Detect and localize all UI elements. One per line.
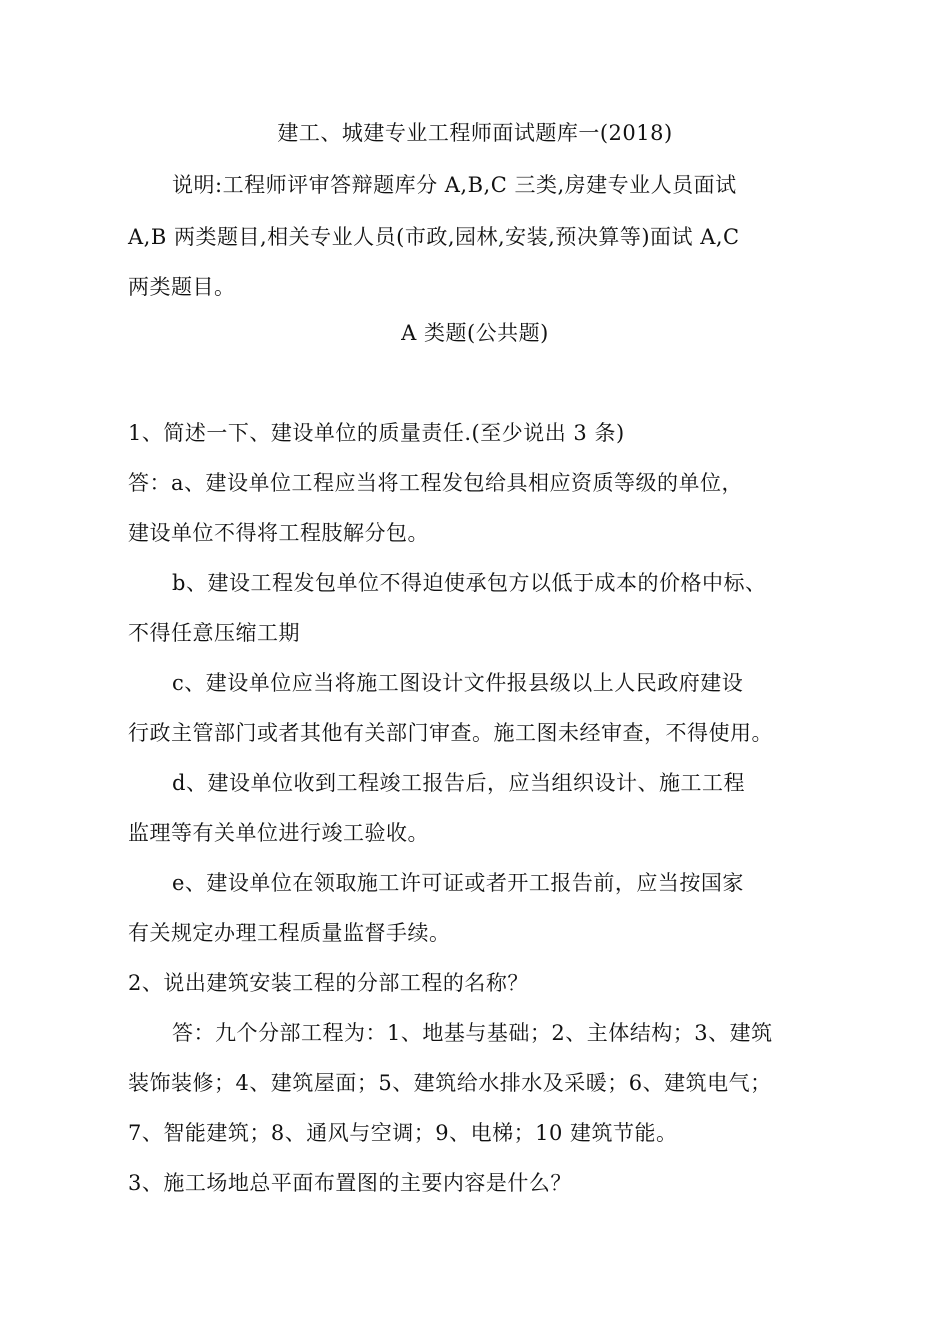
question-3: 3、施工场地总平面布置图的主要内容是什么？ — [128, 1171, 572, 1195]
answer-1c-line-2: 行政主管部门或者其他有关部门审查。施工图未经审查，不得使用。 — [128, 721, 773, 745]
answer-1c-line-1: c、建设单位应当将施工图设计文件报县级以上人民政府建设 — [172, 671, 744, 695]
section-title: A 类题(公共题) — [401, 321, 549, 345]
answer-1d-line-2: 监理等有关单位进行竣工验收。 — [128, 821, 429, 845]
answer-1a-line-1: 答：a、建设单位工程应当将工程发包给具相应资质等级的单位， — [128, 471, 744, 495]
answer-2-line-2: 装饰装修；4、建筑屋面；5、建筑给水排水及采暖；6、建筑电气； — [128, 1071, 772, 1095]
answer-2-line-3: 7、智能建筑；8、通风与空调；9、电梯；10 建筑节能。 — [128, 1121, 678, 1145]
question-2: 2、说出建筑安装工程的分部工程的名称？ — [128, 971, 529, 995]
intro-line-2: A,B 两类题目,相关专业人员(市政,园林,安装,预决算等)面试 A,C — [128, 225, 740, 249]
answer-1e-line-2: 有关规定办理工程质量监督手续。 — [128, 921, 451, 945]
answer-2-line-1: 答：九个分部工程为：1、地基与基础；2、主体结构；3、建筑 — [172, 1021, 773, 1045]
answer-1d-line-1: d、建设单位收到工程竣工报告后，应当组织设计、施工工程 — [172, 771, 745, 795]
answer-1a-line-2: 建设单位不得将工程肢解分包。 — [128, 521, 429, 545]
intro-line-1: 说明:工程师评审答辩题库分 A,B,C 三类,房建专业人员面试 — [172, 173, 737, 197]
intro-line-3: 两类题目。 — [128, 275, 236, 299]
question-1: 1、简述一下、建设单位的质量责任.(至少说出 3 条) — [128, 421, 625, 445]
answer-1b-line-1: b、建设工程发包单位不得迫使承包方以低于成本的价格中标、 — [172, 571, 767, 595]
answer-1b-line-2: 不得任意压缩工期 — [128, 621, 300, 645]
answer-1e-line-1: e、建设单位在领取施工许可证或者开工报告前，应当按国家 — [172, 871, 744, 895]
document-title: 建工、城建专业工程师面试题库一(2018) — [277, 121, 673, 145]
